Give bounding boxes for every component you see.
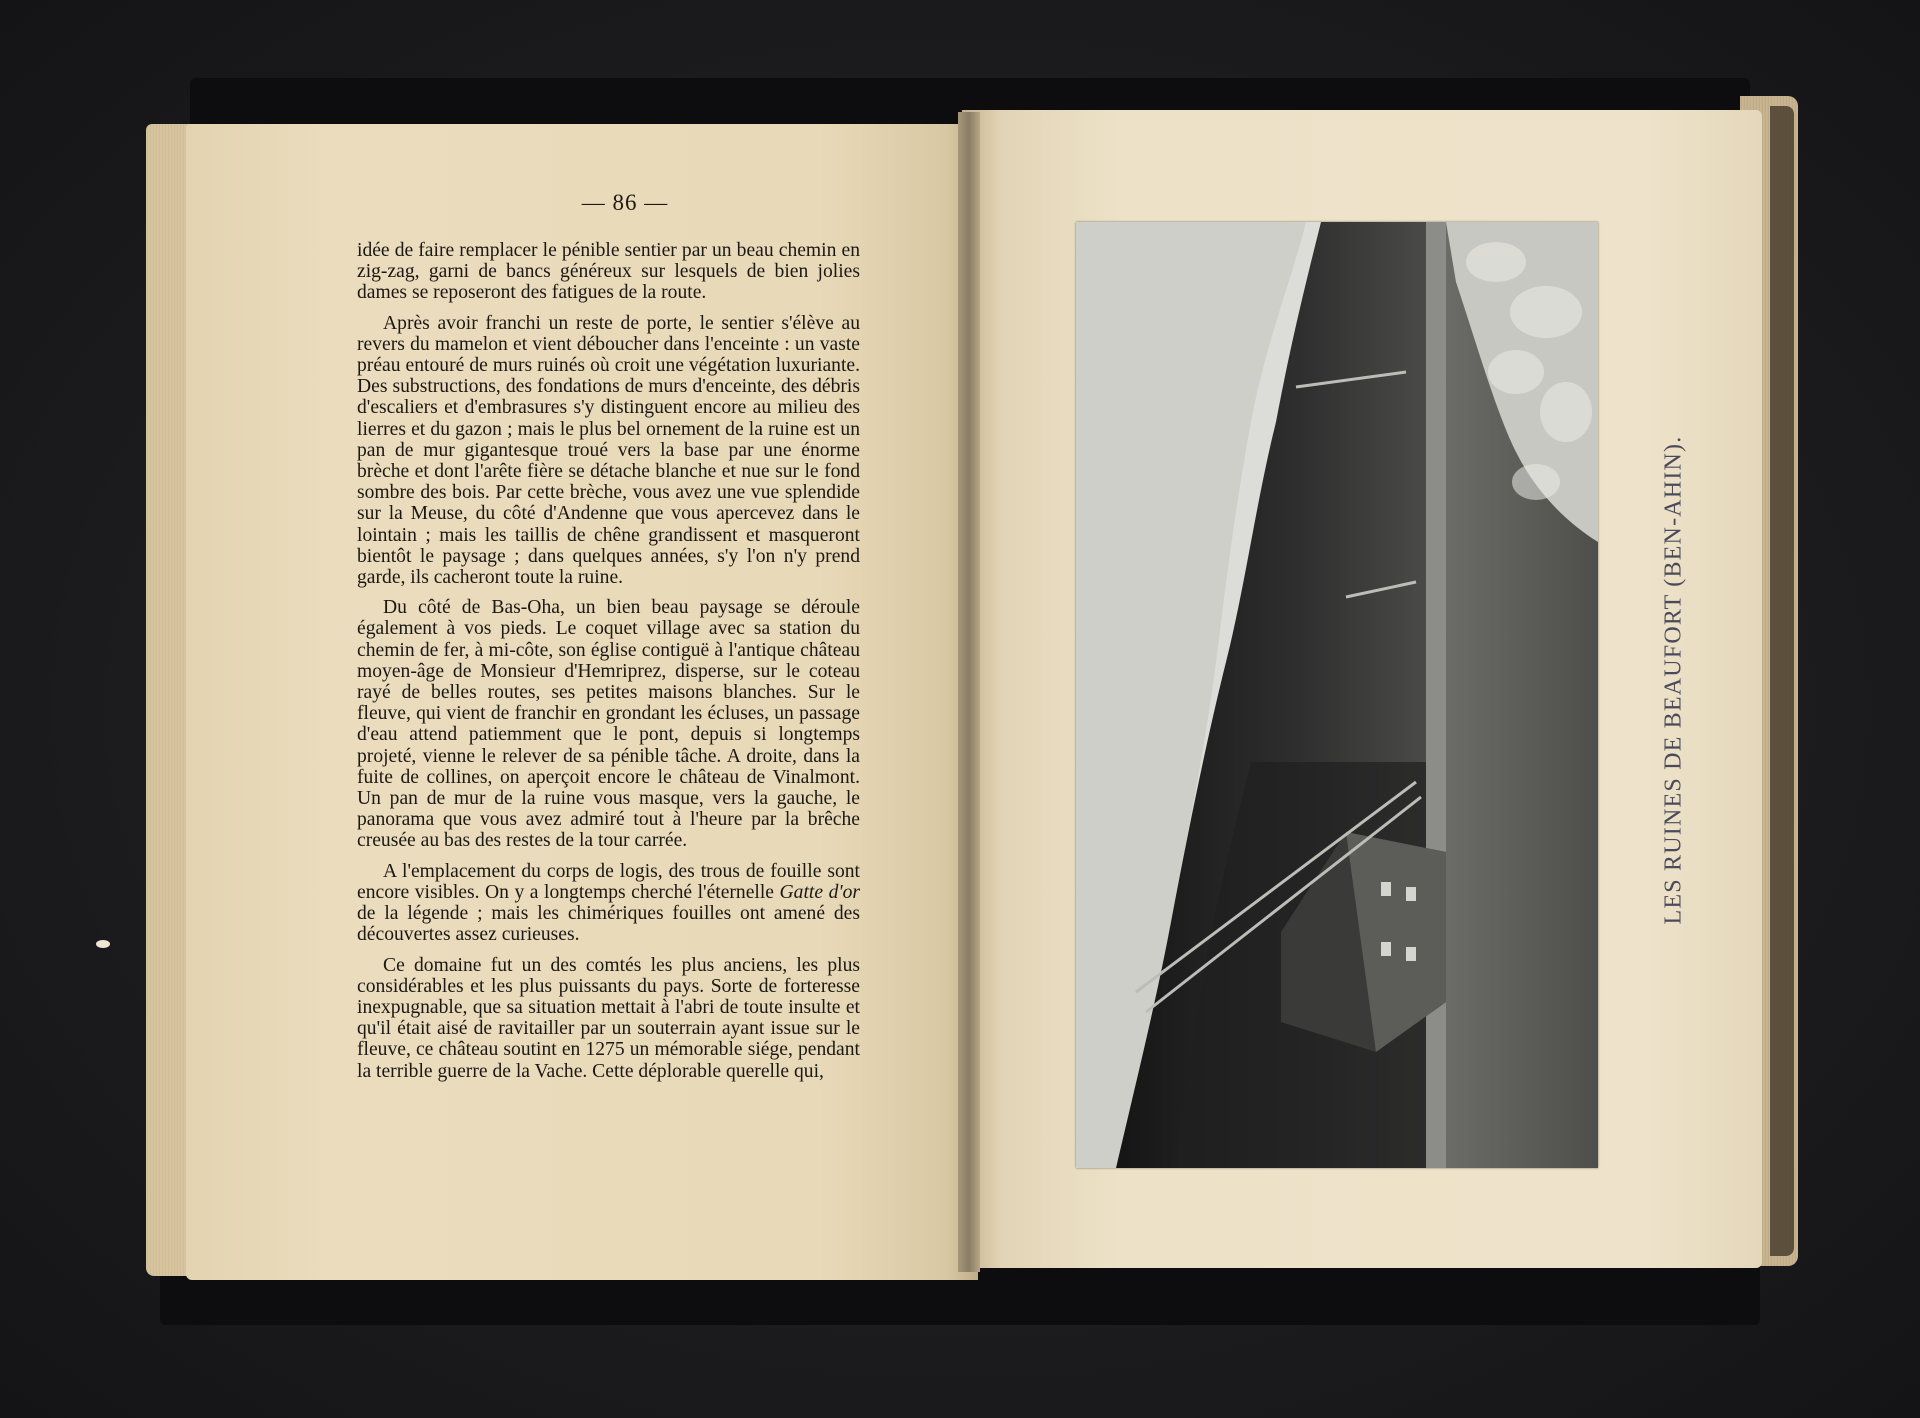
plate-caption-text: LES RUINES DE BEAUFORT (BEN-AHIN). [1660, 435, 1687, 925]
page-number: — 86 — [581, 190, 669, 215]
paragraph-1: idée de faire remplacer le pénible sentier par un beau chemin en zig-zag, garni de bancs généreux sur lesquels de bien jolies dames se reposeront des fatigues de la route. [357, 240, 860, 304]
paragraph-4-italic: Gatte d'or [779, 881, 860, 903]
book-gutter [958, 112, 980, 1272]
paragraph-5: Ce domaine fut un des comtés les plus anciens, les plus considérables et les plus puissants du pays. Sorte de forteresse inexpugnable, que sa situation mettait à l'abri de toute insulte et qu'il était aisé de ravitailler par un souterrain ayant issue sur le fleuve, ce château soutint en 1275 un mémorable siége, pendant la terrible guerre de la Vache. Cette déplorable querelle qui, [357, 954, 860, 1082]
paragraph-3: Du côté de Bas-Oha, un bien beau paysage se déroule également à vos pieds. Le coquet village avec sa station du chemin de fer, à mi-côte, son église contiguë à l'antique château moyen-âge de Monsieur d'Hemriprez, disperse, sur le coteau rayé de belles routes, ses petites maisons blanches. Sur le fleuve, qui vient de franchir en grondant les écluses, un passage d'eau attend patiemment que le pont, depuis si longtemps projeté, vienne le relever de sa pénible tâche. A droite, dans la fuite de collines, on aperçoit encore le château de Vinalmont. Un pan de mur de la ruine vous masque, vers la gauche, le panorama que vous avez admiré tout à l'heure par la brêche creusée au bas des restes de la tour carrée. [357, 597, 860, 852]
photo-plate [1076, 222, 1598, 1168]
right-cover-edge [1770, 106, 1794, 1256]
road [1426, 222, 1446, 1168]
left-page-text [357, 240, 860, 1091]
paragraph-2: Après avoir franchi un reste de porte, le sentier s'élève au revers du mamelon et vient déboucher dans l'enceinte : un vaste préau entouré de murs ruinés où croit une végétation luxuriante. Des substructions, des fondations de murs d'enceinte, des débris d'escaliers et d'embrasures s'y distinguent encore au milieu des lierres et du gazon ; mais le plus bel ornement de la ruine est un pan de mur gigantesque troué vers la base par une énorme brèche et dont l'arête fière se détache blanche et nue sur le fond sombre des bois. Par cette brèche, vous avez une vue splendide sur la Meuse, du côté d'Andenne que vous apercevez dans le lointain ; mais les taillis de chêne grandissent et masqueront bientôt le paysage ; dans quelques années, s'y l'on n'y prend garde, ils cacheront toute la ruine. [357, 312, 860, 589]
paragraph-4 [357, 861, 860, 946]
paper-speck [96, 940, 110, 948]
landscape-photo [1076, 222, 1598, 1168]
paragraph-4-end: de la légende ; mais les chimériques fouilles ont amené des découvertes assez curieuses. [357, 903, 860, 946]
paragraph-4-start: A l'emplacement du corps de logis, des trous de fouille sont encore visibles. On y a longtemps cherché l'éternelle [357, 860, 860, 903]
